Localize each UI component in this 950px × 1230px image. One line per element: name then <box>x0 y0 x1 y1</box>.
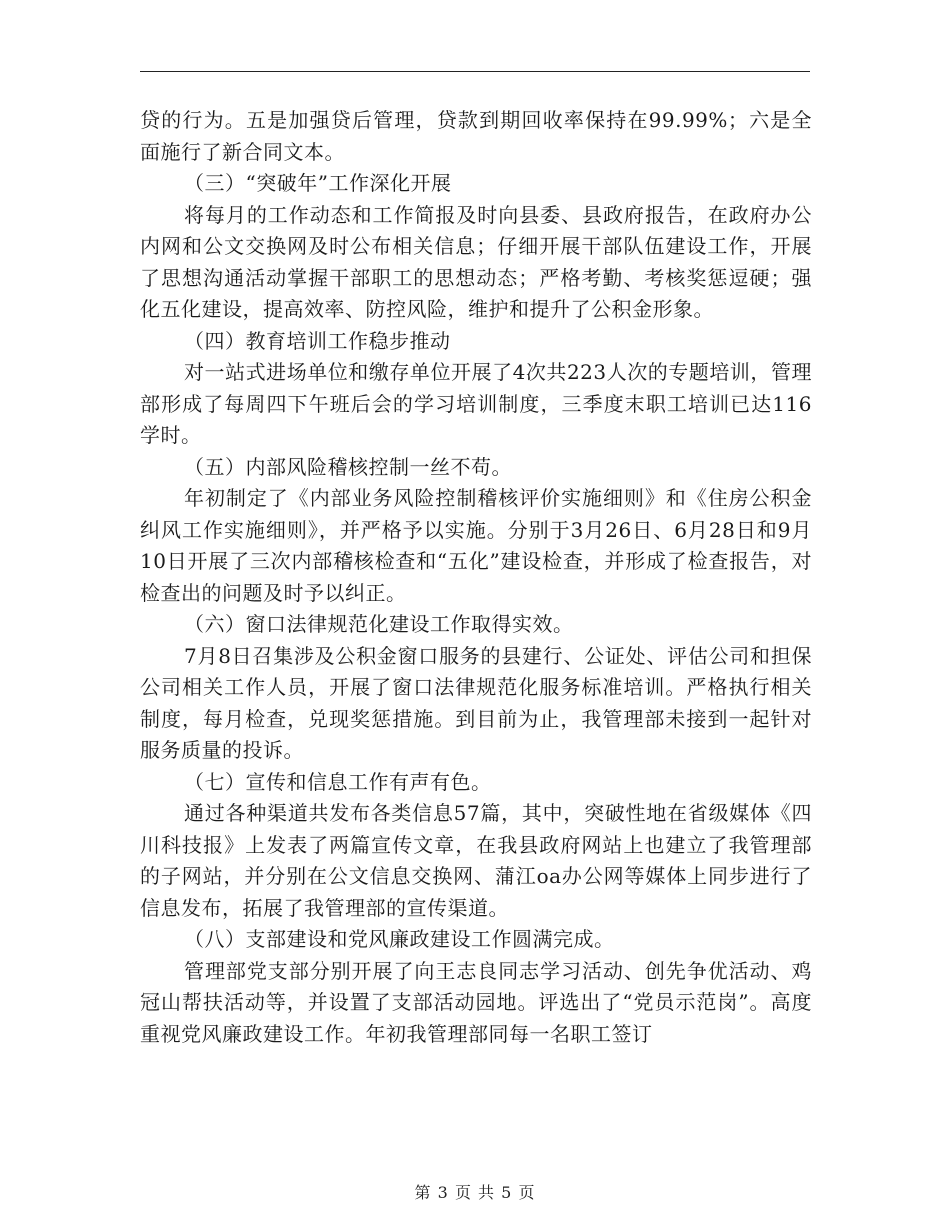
paragraph: 7月8日召集涉及公积金窗口服务的县建行、公证处、评估公司和担保公司相关工作人员，开展了窗口法律规范化服务标准培训。严格执行相关制度，每月检查，兑现奖惩措施。到目前为止，我管理部未接到一起针对服务质量的投诉。 <box>140 643 812 762</box>
paragraph: 年初制定了《内部业务风险控制稽核评价实施细则》和《住房公积金纠风工作实施细则》，并严格予以实施。分别于3月26日、6月28日和9月10日开展了三次内部稽核检查和“五化”建设检查，并形成了检查报告，对检查出的问题及时予以纠正。 <box>140 486 812 605</box>
section-heading: （六）窗口法律规范化建设工作取得实效。 <box>184 612 574 636</box>
page-footer <box>0 1180 950 1203</box>
paragraph: 通过各种渠道共发布各类信息57篇，其中，突破性地在省级媒体《四川科技报》上发表了两篇宣传文章，在我县政府网站上也建立了我管理部的子网站，并分别在公文信息交换网、蒲江oa办公网等媒体上同步进行了信息发布，拓展了我管理部的宣传渠道。 <box>140 801 812 920</box>
document-body <box>140 105 812 1050</box>
section-heading: （三）“突破年”工作深化开展 <box>184 171 452 195</box>
paragraph: 对一站式进场单位和缴存单位开展了4次共223人次的专题培训，管理部形成了每周四下午班后会的学习培训制度，三季度末职工培训已达116学时。 <box>140 360 812 447</box>
paragraph: 管理部党支部分别开展了向王志良同志学习活动、创先争优活动、鸡冠山帮扶活动等，并设置了支部活动园地。评选出了“党员示范岗”。高度重视党风廉政建设工作。年初我管理部同每一名职工签订 <box>140 958 812 1046</box>
paragraph: 将每月的工作动态和工作简报及时向县委、县政府报告，在政府办公内网和公文交换网及时公布相关信息；仔细开展干部队伍建设工作，开展了思想沟通活动掌握干部职工的思想动态；严格考勤、考核奖惩逗硬；强化五化建设，提高效率、防控风险，维护和提升了公积金形象。 <box>140 202 812 321</box>
header-rule <box>140 71 810 72</box>
footer-total-unit: 页 <box>518 1183 536 1202</box>
paragraph-continued: 贷的行为。五是加强贷后管理，贷款到期回收率保持在99.99%；六是全面施行了新合同文本。 <box>140 108 812 164</box>
footer-total-pages: 5 <box>501 1183 513 1202</box>
footer-current-page: 3 <box>437 1183 449 1202</box>
footer-page-unit: 页 <box>454 1183 472 1202</box>
section-heading: （四）教育培训工作稳步推动 <box>184 328 451 353</box>
section-heading: （八）支部建设和党风廉政建设工作圆满完成。 <box>184 927 615 951</box>
footer-page-label: 第 <box>414 1183 432 1202</box>
section-heading: （七）宣传和信息工作有声有色。 <box>184 769 492 794</box>
footer-total-label: 共 <box>478 1183 496 1202</box>
section-heading: （五）内部风险稽核控制一丝不苟。 <box>184 454 512 479</box>
